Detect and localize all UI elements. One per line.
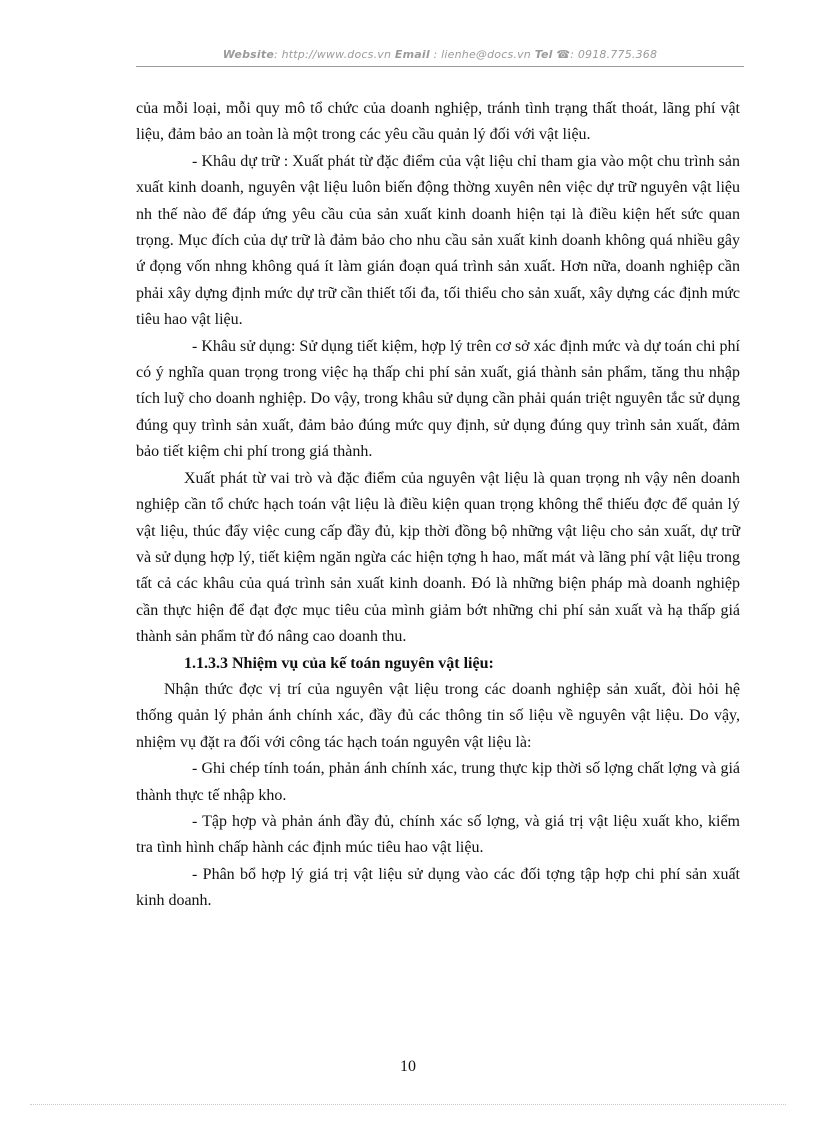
paragraph-conclusion: Xuất phát từ vai trò và đặc điểm của nguyên vật liệu là quan trọng nh vậy nên doanh nghiệp cần tổ chức hạch toán vật liệu là điều kiện quan trọng không thể thiếu đợc để quản lý vật liệu, thúc đẩy việc cung cấp đầy đủ, kịp thời đồng bộ những vật liệu cho sản xuất, dự trữ và sử dụng hợp lý, tiết kiệm ngăn ngừa các hiện tợng h hao, mất mát và lãng phí vật liệu trong tất cả các khâu của quá trình sản xuất kinh doanh. Đó là những biện pháp mà doanh nghiệp cần thực hiện để đạt đợc mục tiêu của mình giảm bớt những chi phí sản xuất và hạ thấp giá thành sản phẩm từ đó nâng cao doanh thu. <box>136 469 740 646</box>
page-header <box>136 48 744 61</box>
page-number: 10 <box>400 1058 416 1075</box>
phone-icon: ☎ <box>556 48 571 61</box>
header-tel-value: : 0918.775.368 <box>570 48 658 61</box>
header-email-label: Email <box>394 48 430 61</box>
header-email-value: : lienhe@docs.vn <box>433 48 531 61</box>
list-item-task-3: - Phân bổ hợp lý giá trị vật liệu sử dụng vào các đối tợng tập hợp chi phí sản xuất kinh doanh. <box>136 865 740 910</box>
list-item-task-1: - Ghi chép tính toán, phản ánh chính xác, trung thực kịp thời số lợng chất lợng và giá thành thực tế nhập kho. <box>136 760 740 804</box>
section-heading: 1.1.3.3 Nhiệm vụ của kế toán nguyên vật liệu: <box>184 654 494 672</box>
header-website-value: : http://www.docs.vn <box>274 48 392 61</box>
header-divider <box>136 66 744 67</box>
paragraph-storage-stage: - Khâu dự trữ : Xuất phát từ đặc điểm của vật liệu chỉ tham gia vào một chu trình sản xuất kinh doanh, nguyên vật liệu luôn biến động thờng xuyên nên việc dự trữ nguyên vật liệu nh thế nào để đáp ứng yêu cầu của sản xuất kinh doanh hiện tại là điều kiện hết sức quan trọng. Mục đích của dự trữ là đảm bảo cho nhu cầu sản xuất kinh doanh không quá nhiều gây ứ đọng vốn nhng không quá ít làm gián đoạn quá trình sản xuất. Hơn nữa, doanh nghiệp cần phải xây dựng định mức dự trữ cần thiết tối đa, tối thiểu cho sản xuất, xây dựng các định mức tiêu hao vật liệu. <box>136 152 740 329</box>
paragraph-continuation: của mỗi loại, mỗi quy mô tổ chức của doanh nghiệp, tránh tình trạng thất thoát, lãng phí vật liệu, đảm bảo an toàn là một trong các yêu cầu quản lý đối với vật liệu. <box>136 100 740 144</box>
header-website-label: Website <box>222 48 274 61</box>
paragraph-section-intro: Nhận thức đợc vị trí của nguyên vật liệu trong các doanh nghiệp sản xuất, đòi hỏi hệ thống quản lý phản ánh chính xác, đầy đủ các thông tin số liệu về nguyên vật liệu. Do vậy, nhiệm vụ đặt ra đối với công tác hạch toán nguyên vật liệu là: <box>136 680 740 751</box>
header-tel-label: Tel <box>534 48 553 61</box>
footer-divider <box>30 1104 786 1105</box>
paragraph-usage-stage: - Khâu sử dụng: Sử dụng tiết kiệm, hợp lý trên cơ sở xác định mức và dự toán chi phí có ý nghĩa quan trọng trong việc hạ thấp chi phí sản xuất, giá thành sản phẩm, tăng thu nhập tích luỹ cho doanh nghiệp. Do vậy, trong khâu sử dụng cần phải quán triệt nguyên tắc sử dụng đúng quy trình sản xuất, đảm bảo đúng mức quy định, sử dụng đúng quy trình sản xuất, đảm bảo tiết kiệm chi phí trong giá thành. <box>136 337 740 461</box>
list-item-task-2: - Tập hợp và phản ánh đầy đủ, chính xác số lợng, và giá trị vật liệu xuất kho, kiểm tra tình hình chấp hành các định múc tiêu hao vật liệu. <box>136 812 740 857</box>
document-body <box>136 96 740 915</box>
